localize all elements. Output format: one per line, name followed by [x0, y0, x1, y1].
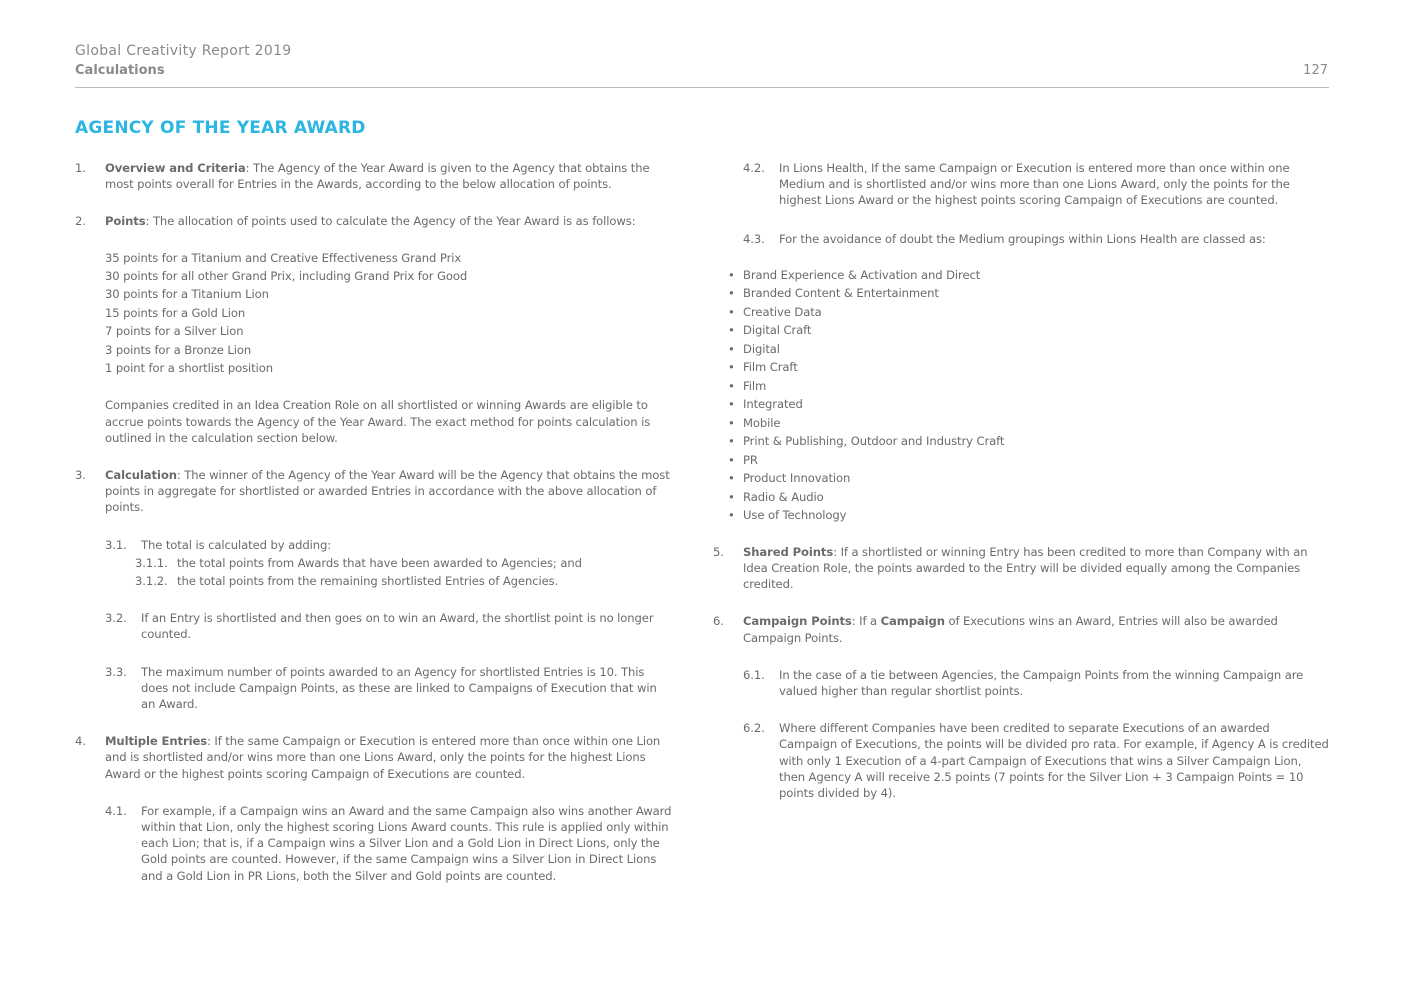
- item-number: 2.: [75, 214, 86, 229]
- left-column: [75, 160, 673, 884]
- sub-text: In Lions Health, If the same Campaign or Execution is entered more than once within one Medium and is shortlisted and/or wins more than one Lions Award, only the points for the highest Lions Award or the highest points scoring Campaign of Executions are counted.: [779, 161, 1290, 208]
- sub-number: 3.1.1.: [135, 555, 168, 570]
- right-column: [713, 160, 1329, 801]
- publication-title: Global Creativity Report 2019: [75, 43, 292, 59]
- subsection-4-3: [713, 231, 1329, 247]
- medium-list-item: • Print & Publishing, Outdoor and Industry Craft: [713, 432, 1329, 451]
- medium-list-item: • Branded Content & Entertainment: [713, 284, 1329, 303]
- item-text: : If the same Campaign or Execution is entered more than once within one Lion and is shortlisted and/or wins more than one Lions Award, only the points for the highest Lions Award or the highest points scoring Campaign of Executions are counted.: [105, 734, 661, 781]
- item-number: 5.: [713, 544, 724, 559]
- sub-text: If an Entry is shortlisted and then goes on to win an Award, the shortlist point is no longer counted.: [141, 611, 654, 642]
- section-calculation: [75, 467, 673, 516]
- sub-text: Where different Companies have been credited to separate Executions of an awarded Campaign of Executions, the points will be divided pro rata. For example, if Agency A is credited with only 1 Execution of a 4-part Campaign of Executions that wins a Silver Campaign Lion, then Agency A will receive 2.5 points (7 points for the Silver Lion + 3 Campaign Points = 10 points divided by 4).: [779, 721, 1329, 801]
- item-text: : The allocation of points used to calculate the Agency of the Year Award is as follows:: [145, 214, 636, 229]
- subsection-6-1: [713, 667, 1329, 699]
- sub-number: 6.1.: [743, 667, 765, 682]
- points-list-item: 35 points for a Titanium and Creative Effectiveness Grand Prix: [105, 250, 462, 265]
- item-number: 1.: [75, 161, 86, 175]
- sub-number: 3.3.: [105, 664, 127, 679]
- sub-text: the total points from the remaining shortlisted Entries of Agencies.: [177, 573, 559, 588]
- medium-list-item: • Digital: [713, 340, 1329, 359]
- subsection-3-1-1: [75, 555, 673, 571]
- item-label: Overview and Criteria: [105, 161, 246, 175]
- medium-list-item: • Integrated: [713, 395, 1329, 414]
- sub-number: 3.2.: [105, 611, 127, 626]
- item-text: of Executions wins an Award, Entries will also be awarded Campaign Points.: [743, 614, 1278, 645]
- subsection-4-1: [75, 803, 673, 884]
- section-points: [75, 213, 673, 229]
- item-text: : The winner of the Agency of the Year Award will be the Agency that obtains the most points in aggregate for shortlisted or awarded Entries in accordance with the above allocation of points.: [105, 467, 670, 515]
- subsection-3-2: [75, 610, 673, 642]
- sub-number: 3.1.2.: [135, 573, 168, 588]
- sub-text: The maximum number of points awarded to an Agency for shortlisted Entries is 10. This does not include Campaign Points, as these are linked to Campaigns of Execution that win an Award.: [141, 664, 657, 711]
- item-label: Points: [105, 214, 146, 229]
- medium-list-item: • Creative Data: [713, 303, 1329, 322]
- sub-number: 4.3.: [743, 231, 765, 246]
- medium-list-item: • Mobile: [713, 414, 1329, 433]
- subsection-6-2: [713, 720, 1329, 801]
- section-campaign-points: [713, 613, 1329, 645]
- sub-number: 3.1.: [105, 537, 127, 552]
- section-title: Calculations: [75, 63, 165, 78]
- item-text: : The Agency of the Year Award is given to the Agency that obtains the most points overall for Entries in the Awards, according to the below allocation of points.: [105, 161, 650, 192]
- points-list-item: 3 points for a Bronze Lion: [105, 342, 252, 357]
- sub-text: the total points from Awards that have been awarded to Agencies; and: [177, 555, 582, 570]
- item-bold-word: Campaign: [880, 614, 945, 629]
- item-label: Campaign Points: [743, 614, 852, 629]
- page-title: AGENCY OF THE YEAR AWARD: [75, 118, 366, 138]
- section-multiple-entries: [75, 733, 673, 782]
- sub-text: For the avoidance of doubt the Medium groupings within Lions Health are classed as:: [779, 231, 1266, 246]
- sub-number: 4.1.: [105, 803, 127, 818]
- medium-list-item: • Brand Experience & Activation and Direct: [713, 266, 1329, 285]
- sub-number: 4.2.: [743, 161, 765, 175]
- points-list-item: 7 points for a Silver Lion: [105, 324, 244, 339]
- item-text: : If a: [851, 614, 881, 629]
- subsection-3-1: [75, 537, 673, 553]
- points-list-item: 1 point for a shortlist position: [105, 360, 273, 375]
- item-label: Calculation: [105, 467, 177, 482]
- medium-list-item: • Film Craft: [713, 358, 1329, 377]
- header-divider: [75, 87, 1329, 88]
- item-label: Multiple Entries: [105, 734, 208, 749]
- points-list-item: 15 points for a Gold Lion: [105, 305, 246, 320]
- subsection-3-3: [75, 664, 673, 713]
- subsection-3-1-2: [75, 573, 673, 589]
- section-overview: [75, 160, 673, 192]
- medium-list: [713, 266, 1329, 525]
- medium-list-item: • Film: [713, 377, 1329, 396]
- sub-text: For example, if a Campaign wins an Award and the same Campaign also wins another Award within that Lion, only the highest scoring Lions Award counts. This rule is applied only within each Lion; that is, if a Campaign wins a Silver Lion and a Gold Lion in Direct Lions, only the Gold points are counted. However, if the same Campaign wins a Silver Lion in Direct Lions and a Gold Lion in PR Lions, both the Silver and Gold points are counted.: [141, 803, 672, 883]
- item-number: 4.: [75, 734, 86, 749]
- medium-list-item: • Use of Technology: [713, 506, 1329, 525]
- medium-list-item: • Radio & Audio: [713, 488, 1329, 507]
- points-list: [75, 249, 673, 378]
- points-list-item: 30 points for all other Grand Prix, including Grand Prix for Good: [105, 269, 468, 283]
- item-number: 6.: [713, 614, 724, 629]
- section-shared-points: [713, 544, 1329, 593]
- sub-text: In the case of a tie between Agencies, the Campaign Points from the winning Campaign are valued higher than regular shortlist points.: [779, 667, 1304, 699]
- item-text: : If a shortlisted or winning Entry has been credited to more than Company with an Idea Creation Role, the points awarded to the Entry will be divided equally among the Companies credited.: [743, 544, 1308, 592]
- medium-list-item: • Product Innovation: [713, 469, 1329, 488]
- page-number: 127: [1303, 63, 1328, 78]
- item-label: Shared Points: [743, 544, 834, 559]
- points-note: Companies credited in an Idea Creation Role on all shortlisted or winning Awards are eligible to accrue points towards the Agency of the Year Award. The exact method for points calculation is outlined in the calculation section below.: [105, 398, 651, 445]
- medium-list-item: • PR: [713, 451, 1329, 470]
- sub-text: The total is calculated by adding:: [141, 537, 332, 552]
- sub-number: 6.2.: [743, 721, 765, 736]
- points-list-item: 30 points for a Titanium Lion: [105, 287, 269, 302]
- subsection-4-2: [713, 160, 1329, 209]
- medium-list-item: • Digital Craft: [713, 321, 1329, 340]
- item-number: 3.: [75, 467, 86, 482]
